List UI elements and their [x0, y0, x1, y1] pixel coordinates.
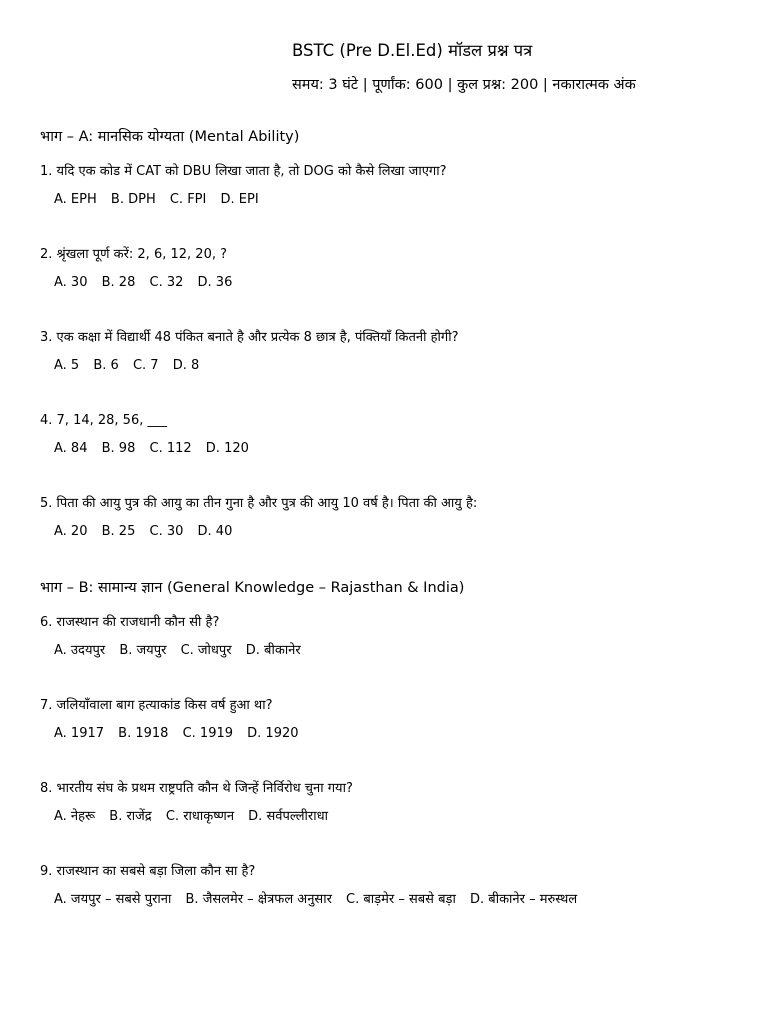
question-text: 8. भारतीय संघ के प्रथम राष्ट्रपति कौन थे जिन्हें निर्विरोध चुना गया? [40, 781, 353, 796]
option-c: C. 7 [132, 358, 159, 373]
option-b: B. DPH [110, 192, 156, 207]
option-b: B. राजेंद्र [109, 809, 152, 824]
paper-content [40, 127, 760, 946]
question-text: 4. 7, 14, 28, 56, ___ [40, 413, 167, 428]
option-d: D. 120 [205, 441, 249, 456]
question-options [40, 274, 760, 292]
option-d: D. सर्वपल्लीराधा [248, 809, 328, 824]
question-2 [40, 246, 760, 292]
paper-meta-info: समय: 3 घंटे | पूर्णांक: 600 | कुल प्रश्न: 200 | नकारात्मक अंक [292, 77, 636, 93]
question-text: 1. यदि एक कोड में CAT को DBU लिखा जाता है, तो DOG को कैसे लिखा जाएगा? [40, 164, 447, 179]
option-d: D. बीकानेर – मरुस्थल [470, 892, 578, 907]
option-b: B. जैसलमेर – क्षेत्रफल अनुसार [185, 892, 332, 907]
option-c: C. जोधपुर [180, 643, 232, 658]
section-b [40, 578, 760, 909]
option-a: A. उदयपुर [54, 643, 106, 658]
option-d: D. 40 [197, 524, 233, 539]
option-c: C. 30 [149, 524, 184, 539]
option-d: D. 36 [197, 275, 233, 290]
question-4 [40, 412, 760, 458]
option-b: B. 6 [93, 358, 119, 373]
question-options [40, 440, 760, 458]
option-a: A. 5 [54, 358, 80, 373]
option-a: A. जयपुर – सबसे पुराना [54, 892, 172, 907]
section-a [40, 127, 760, 541]
question-options [40, 191, 760, 209]
option-a: A. 20 [54, 524, 88, 539]
option-b: B. जयपुर [119, 643, 167, 658]
question-text: 9. राजस्थान का सबसे बड़ा जिला कौन सा है? [40, 864, 256, 879]
section-b-heading: भाग – B: सामान्य ज्ञान (General Knowledge – Rajasthan & India) [40, 580, 465, 596]
option-b: B. 1918 [118, 726, 169, 741]
option-d: D. 8 [172, 358, 200, 373]
question-options [40, 725, 760, 743]
option-a: A. EPH [54, 192, 97, 207]
option-a: A. 30 [54, 275, 88, 290]
question-1 [40, 163, 760, 209]
option-c: C. राधाकृष्णन [165, 809, 235, 824]
paper-header [292, 40, 768, 95]
question-text: 2. श्रृंखला पूर्ण करें: 2, 6, 12, 20, ? [40, 247, 228, 262]
option-b: B. 25 [101, 524, 136, 539]
option-c: C. 32 [149, 275, 184, 290]
question-options [40, 523, 760, 541]
question-7 [40, 697, 760, 743]
option-b: B. 98 [101, 441, 136, 456]
question-3 [40, 329, 760, 375]
option-a: A. 1917 [54, 726, 105, 741]
question-8 [40, 780, 760, 826]
option-d: D. EPI [220, 192, 259, 207]
paper-title: BSTC (Pre D.El.Ed) मॉडल प्रश्न पत्र [292, 41, 533, 60]
question-options [40, 642, 760, 660]
option-d: D. 1920 [247, 726, 299, 741]
option-c: C. 1919 [182, 726, 234, 741]
question-text: 3. एक कक्षा में विद्यार्थी 48 पंकित बनाते है और प्रत्येक 8 छात्र है, पंक्तियाँ कितनी होगी? [40, 330, 459, 345]
option-a: A. 84 [54, 441, 88, 456]
option-c: C. बाड़मेर – सबसे बड़ा [346, 892, 456, 907]
question-5 [40, 495, 760, 541]
option-d: D. बीकानेर [245, 643, 301, 658]
question-9 [40, 863, 760, 909]
question-options [40, 891, 760, 909]
section-a-heading: भाग – A: मानसिक योग्यता (Mental Ability) [40, 129, 300, 145]
question-text: 6. राजस्थान की राजधानी कौन सी है? [40, 615, 220, 630]
question-options [40, 357, 760, 375]
option-a: A. नेहरू [54, 809, 96, 824]
question-6 [40, 614, 760, 660]
question-options [40, 808, 760, 826]
option-b: B. 28 [101, 275, 136, 290]
question-text: 5. पिता की आयु पुत्र की आयु का तीन गुना है और पुत्र की आयु 10 वर्ष है। पिता की आयु है: [40, 496, 478, 511]
option-c: C. 112 [149, 441, 192, 456]
option-c: C. FPI [169, 192, 207, 207]
question-text: 7. जलियाँवाला बाग हत्याकांड किस वर्ष हुआ था? [40, 698, 273, 713]
